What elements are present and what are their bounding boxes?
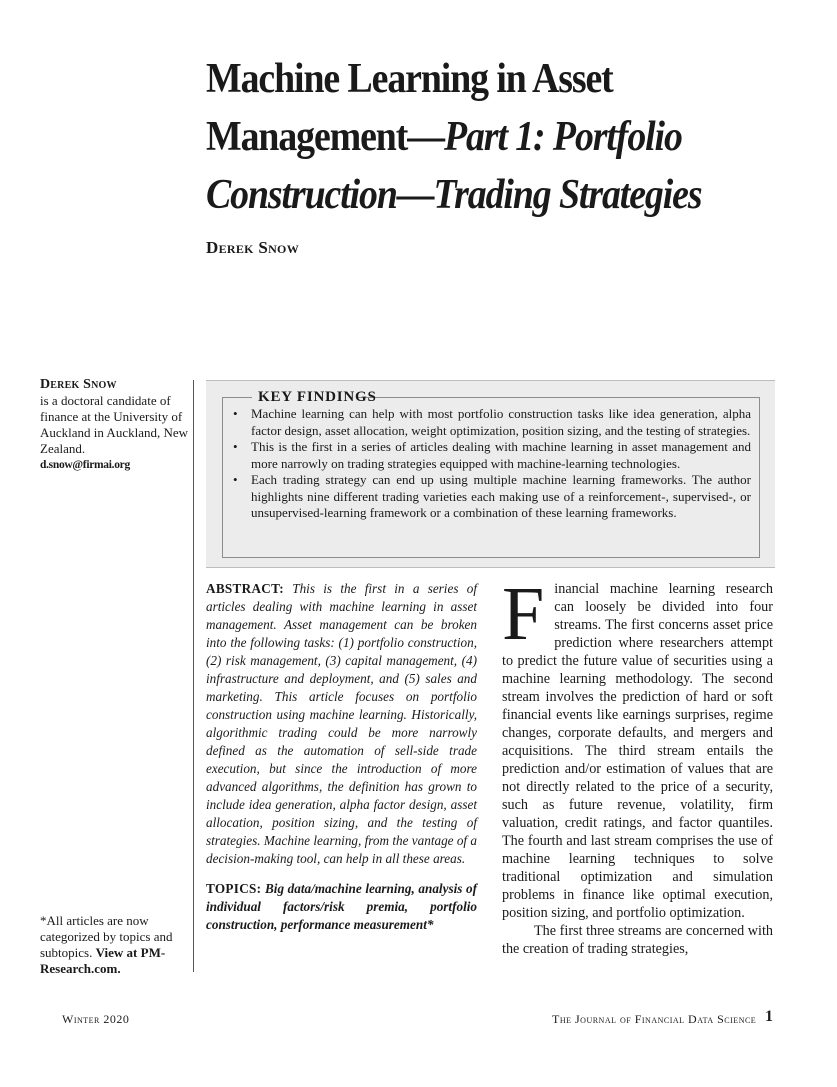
topics-text: Big data/machine learning, analysis of individual factors/risk premia, portfolio construction, performance measurement* (206, 881, 477, 932)
key-findings-box (206, 380, 775, 568)
body-column (502, 572, 773, 958)
article-title (206, 50, 746, 224)
title-line-2: Management—Part 1: Portfolio (206, 114, 682, 160)
key-findings-heading: KEY FINDINGS (258, 389, 377, 405)
page-number: 1 (765, 1008, 773, 1025)
body-paragraph-2: The first three streams are concerned with the creation of trading strategies, (502, 923, 773, 957)
key-findings-list (231, 406, 751, 522)
key-finding-item: • This is the first in a series of articles dealing with machine learning in asset management and more narrowly on trading strategies equipped with machine-learning technologies. (233, 439, 751, 471)
author-email-link[interactable]: d.snow@firmai.org (40, 459, 130, 471)
author-sidebar (40, 377, 190, 473)
drop-cap: F (502, 572, 545, 656)
column-divider (193, 380, 194, 972)
pm-research-link[interactable]: View at PM-Research.com. (40, 945, 166, 976)
body-paragraph-1: Financial machine learning research can loosely be divided into four streams. The first concerns asset price prediction where researchers attempt to predict the future value of securities using a machine learning methodology. The second stream involves the prediction of hard or soft financial events like earnings surprises, regime changes, corporate defaults, and mergers and acquisitions. The third stream entails the prediction and/or estimation of values that are not directly related to the price of a security, such as future revenue, volatility, firm valuation, credit ratings, and factor quantiles. The fourth and last stream comprises the use of machine learning techniques to solve traditional optimization and simulation problems in finance like optimal execution, position sizing, and portfolio optimization. (502, 572, 773, 921)
title-line-3: Construction—Trading Strategies (206, 172, 702, 218)
sidebar-author-name: Derek Snow (40, 377, 117, 392)
topics-note-text: *All articles are now categorized by topics and subtopics. (40, 913, 173, 960)
topics-note (40, 913, 185, 977)
topics (206, 880, 477, 934)
sidebar-author-bio: is a doctoral candidate of finance at the University of Auckland in Auckland, New Zealand. (40, 393, 189, 456)
abstract-text: This is the first in a series of articles dealing with machine learning in asset management. Asset management can be broken into the following tasks: (1) portfolio construction, (2) risk management, (3) capital management, (4) infrastructure and deployment, and (5) sales and marketing. This article focuses on portfolio construction using machine learning. Historically, algorithmic trading could be more narrowly defined as the automation of sell-side trade execution, but since the introduction of more advanced algorithms, the definition has grown to include idea generation, alpha factor design, asset allocation, position sizing, and the testing of strategies. Machine learning, from the vantage of a decision-making tool, can help in all these areas. (206, 581, 478, 866)
bullet-icon: • (233, 439, 238, 454)
abstract-label: ABSTRACT: (206, 581, 284, 596)
key-finding-item: • Machine learning can help with most portfolio construction tasks like idea generation, alpha factor design, asset allocation, weight optimization, position sizing, and the testing of strategies. (233, 406, 751, 438)
bullet-icon: • (233, 406, 238, 421)
footer-season: Winter 2020 (62, 1012, 130, 1026)
abstract (206, 580, 477, 868)
key-finding-item: • Each trading strategy can end up using multiple machine learning frameworks. The author highlights nine different trading varieties each making use of a reinforcement-, supervised-, or unsupervised-learning framework or a combination of these learning frameworks. (233, 472, 751, 520)
topics-label: TOPICS: (206, 881, 262, 896)
abstract-column (206, 580, 477, 934)
author-byline: Derek Snow (206, 238, 299, 257)
title-line-1: Machine Learning in Asset (206, 56, 613, 102)
bullet-icon: • (233, 472, 238, 487)
footer-journal: The Journal of Financial Data Science (552, 1012, 757, 1026)
